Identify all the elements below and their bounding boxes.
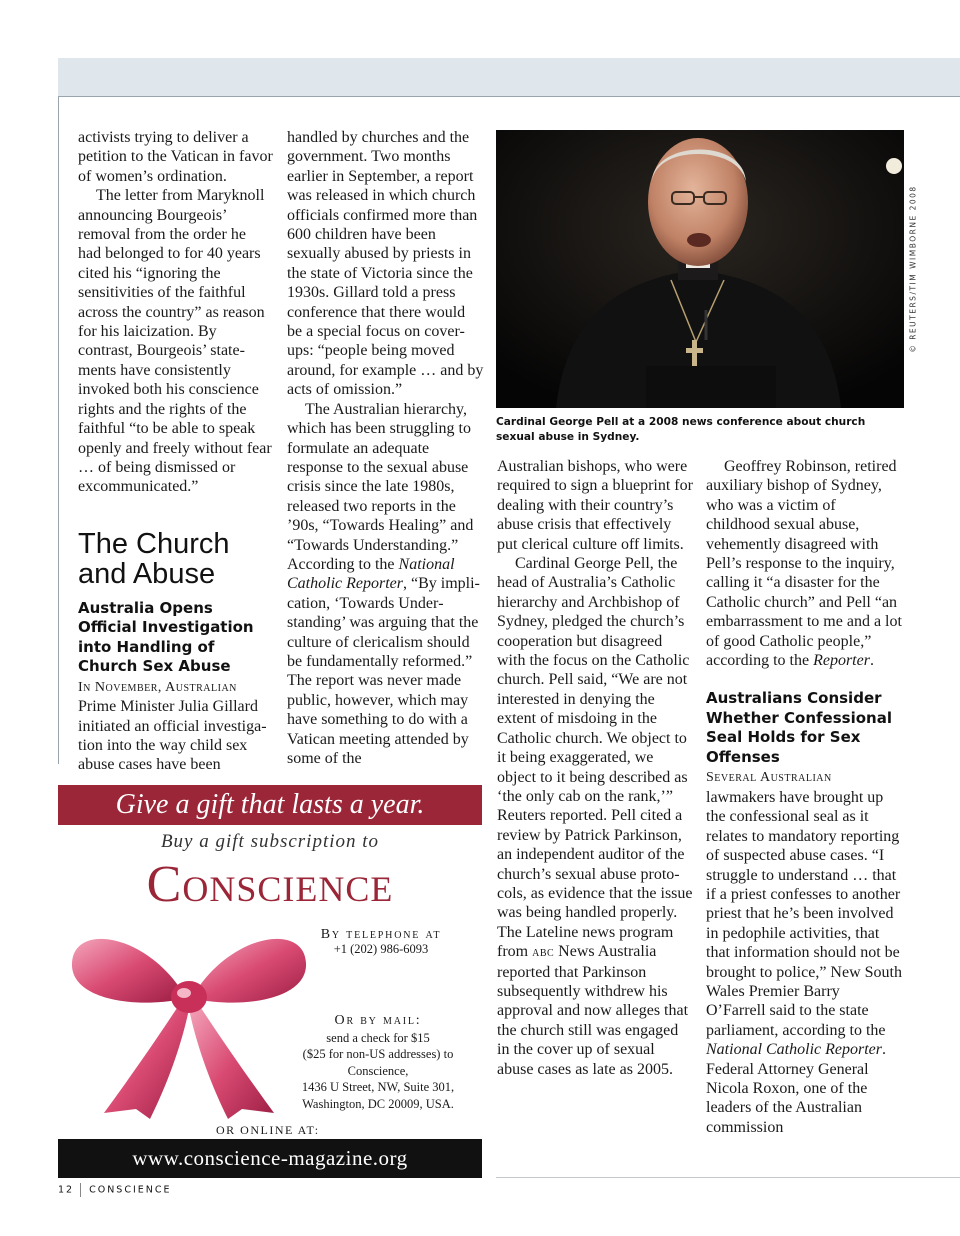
- footer-divider: [80, 1183, 81, 1197]
- col1-paragraph-1: activists trying to deliver a petition to the Vatican in favor of women’s ordination.: [78, 129, 273, 185]
- col3-abc: abc: [532, 945, 555, 961]
- col2-paragraph-2: [287, 400, 484, 769]
- mail-line-4: 1436 U Street, NW, Suite 301,: [301, 1080, 455, 1095]
- ad-headline: Give a gift that lasts a year.: [58, 785, 482, 825]
- cardinal-photo: [496, 130, 904, 408]
- mail-line-5: Washington, DC 20009, USA.: [302, 1096, 454, 1111]
- ad-mail: [288, 1013, 468, 1113]
- col3-p2-text-a: Cardinal George Pell, the head of Australia’s Catholic hierarchy and Archbishop of Sydney, pledged the church’s cooperation but disagreed with the focus on the Catholic church. Pell said, “We are not interested in denying the extent of misdoing in the Catholic church. We object to it being exaggerated, we object to it being described as ‘the only cab on the rank,’” Reuters reported. Pell cited a review by Patrick Parkinson, an independent auditor of the church’s sexual abuse protocols, as evidence that the issue was being handled properly. The Lateline news program from: [497, 555, 693, 961]
- confessional-subhead: Australians Consider Whether Confessional Seal Holds for Sex Offenses: [706, 689, 892, 766]
- col2-paragraph-1: handled by churches and the government. Two months earlier in September, a report was released in which church officials confirmed more than 600 children have been sexually abused by priests in the state of Victoria since the 1930s. Gillard told a press conference that there would be a special focus on cover-ups: “people being moved around, for example … and by acts of omission.”: [287, 129, 484, 399]
- section-title-line-2: and Abuse: [78, 557, 216, 590]
- section-subhead: Australia Opens Official Investigation into Handling of Church Sex Abuse: [78, 598, 254, 676]
- section-title: [78, 529, 273, 589]
- col2-p2-text-a: The Australian hierarchy, which has been struggling to formulate an adequate response to the sexual abuse crisis since the late 1980s, released two reports in the ’90s, “Towards Healing” and “Towards Understanding.” According to the: [287, 400, 474, 573]
- col4-paragraph-2: [706, 788, 902, 1137]
- left-rule: [58, 96, 59, 764]
- footer-magazine: CONSCIENCE: [89, 1184, 172, 1196]
- telephone-label: By telephone at: [320, 927, 442, 942]
- photo-credit: [906, 130, 920, 408]
- subscription-ad: [58, 785, 482, 1178]
- col3-paragraph-2: [497, 554, 693, 1079]
- column-2: [287, 128, 484, 768]
- col3-paragraph-1: Australian bishops, who were required to sign a blueprint for dealing with their country’s abuse crisis that effectively put clerical culture off limits.: [497, 458, 693, 553]
- photo-illustration: [496, 130, 904, 408]
- col4-lead-in: Several Australian: [706, 770, 832, 786]
- col4-paragraph-1: [706, 457, 902, 670]
- ad-subline: Buy a gift subscription to: [160, 831, 380, 852]
- col4-p2-emphasis: National Catholic Reporter: [706, 1041, 882, 1059]
- column-3: [497, 457, 693, 1079]
- header-bar: [58, 58, 960, 97]
- col3-p2-text-b: News Australia reported that Parkinson subsequently withdrew his approval and now alleges that the church still was engaged in the cover up of sexual abuse cases as late as 2005.: [497, 943, 689, 1078]
- page-footer: [58, 1183, 172, 1197]
- mail-line-2: ($25 for non-US addresses) to: [302, 1047, 454, 1062]
- website-link[interactable]: www.conscience-magazine.org: [58, 1139, 482, 1178]
- bottom-rule: [496, 1177, 960, 1178]
- col2-p2-text-b: , “By implication, ‘Towards Understanding’ was arguing that the culture of clericalism should be fundamentally reformed.” The report was never made public, however, which may have something to do with a Vatican meeting attended by some of the: [287, 575, 480, 767]
- ad-telephone: [320, 927, 442, 957]
- col2-p2-emphasis: National Catholic Reporter: [287, 555, 455, 593]
- gift-bow-icon: [64, 913, 314, 1123]
- mail-line-1: send a check for $15: [326, 1030, 430, 1045]
- mail-label: Or by mail:: [334, 1013, 422, 1028]
- col4-p1-emphasis: Reporter: [813, 652, 870, 670]
- online-label: OR ONLINE AT:: [216, 1123, 320, 1137]
- col1-paragraph-3: Prime Minister Julia Gillard initiated an official investigation into the way child sex abuse cases have been: [78, 698, 267, 774]
- col4-p1-text-a: Geoffrey Robinson, retired auxiliary bishop of Sydney, who was a victim of childhood sexual abuse, vehemently disagreed with Pell’s response to the inquiry, calling it “a disaster for the Catholic church” and Pell “an embarrassment to me and a lot of good Catholic people,” according to the: [706, 458, 902, 670]
- col4-p2-text-b: . Federal Attorney General Nicola Roxon, one of the leaders of the Australian commission: [706, 1041, 886, 1136]
- page-number: 12: [58, 1184, 75, 1196]
- col4-p1-text-b: .: [869, 652, 874, 670]
- photo-credit-text: © REUTERS/TIM WIMBORNE 2008: [908, 185, 918, 353]
- col4-p2-text-a: lawmakers have brought up the confessional seal as it relates to mandatory reporting of suspected abuse cases. “I struggle to understand … that if a priest confesses to another priest that he’s been involved in pedophile activities, that that information should not be brought to police,” New South Wales Premier Barry O’Farrell said to the state parliament, according to the: [706, 788, 902, 1039]
- section-title-line-1: The Church: [78, 527, 230, 560]
- photo-caption: Cardinal George Pell at a 2008 news conference about church sexual abuse in Sydney.: [496, 416, 866, 443]
- col1-paragraph-2: The letter from Maryknoll announcing Bourgeois’ removal from the order he had belonged to for 40 years cited his “ignoring the sensitivities of the faithful across the country” as reason for his laicization. By contrast, Bourgeois’ statements have consistently invoked both his conscience rights and the rights of the faithful “to be able to speak openly and freely without fear … of being dismissed or excommunicated.”: [78, 187, 272, 496]
- telephone-number: +1 (202) 986-6093: [333, 942, 429, 956]
- lead-in: In November, Australian: [78, 679, 237, 695]
- column-4: [706, 457, 902, 1137]
- ad-brand: Conscience: [146, 856, 394, 913]
- column-1: [78, 128, 273, 775]
- mail-line-3: Conscience,: [347, 1063, 409, 1078]
